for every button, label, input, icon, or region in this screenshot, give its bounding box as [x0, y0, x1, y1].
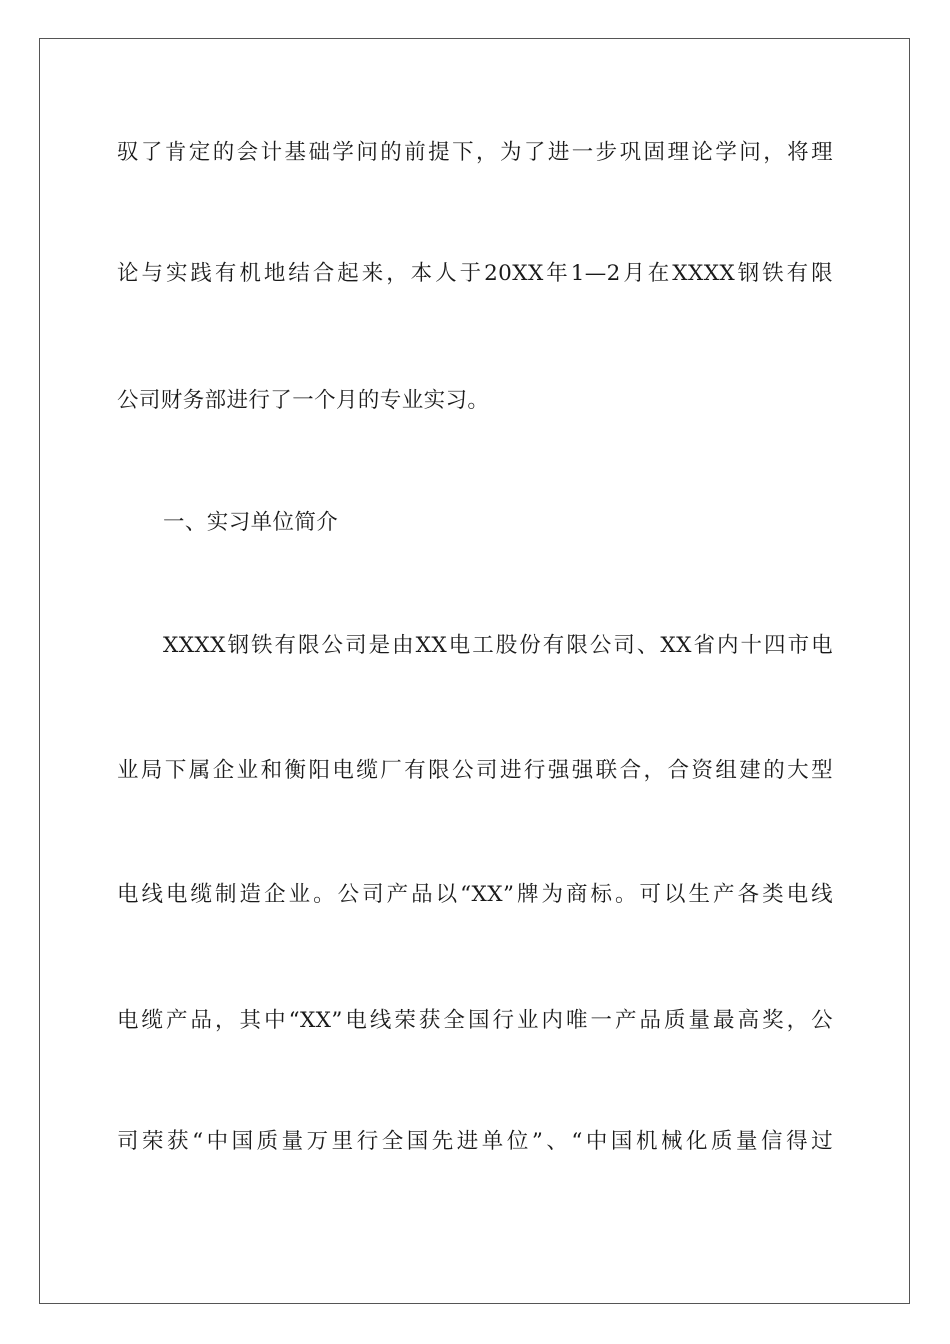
paragraph-line-7: 电线电缆制造企业。公司产品以“XX”牌为商标。可以生产各类电线 [117, 882, 833, 907]
paragraph-line-5: XXXX钢铁有限公司是由XX电工股份有限公司、XX省内十四市电 [163, 633, 833, 658]
paragraph-line-9: 司荣获“中国质量万里行全国先进单位”、“中国机械化质量信得过 [117, 1129, 833, 1154]
paragraph-line-3: 公司财务部进行了一个月的专业实习。 [117, 388, 490, 413]
paragraph-line-8: 电缆产品，其中“XX”电线荣获全国行业内唯一产品质量最高奖，公 [117, 1008, 833, 1033]
page-frame [39, 38, 910, 1304]
paragraph-line-1: 驭了肯定的会计基础学问的前提下，为了进一步巩固理论学问，将理 [117, 140, 833, 165]
paragraph-line-6: 业局下属企业和衡阳电缆厂有限公司进行强强联合，合资组建的大型 [117, 758, 833, 783]
section-heading: 一、实习单位简介 [163, 510, 339, 535]
paragraph-line-2: 论与实践有机地结合起来，本人于20XX年1—2月在XXXX钢铁有限 [117, 261, 833, 286]
